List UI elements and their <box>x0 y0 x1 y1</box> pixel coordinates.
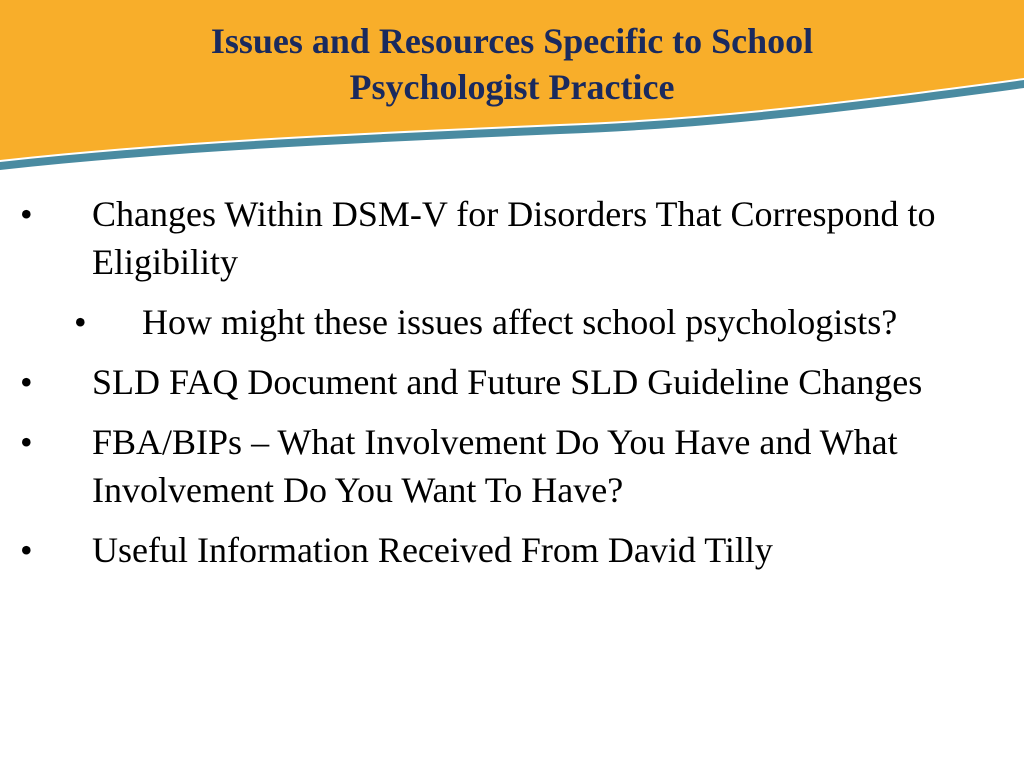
bullet-dot: • <box>20 422 33 462</box>
bullet-item-sld-faq <box>20 358 992 406</box>
bullet-dot: • <box>74 302 87 342</box>
bullet-dot: • <box>20 530 33 570</box>
slide-title-line-1: Issues and Resources Specific to School <box>210 21 814 61</box>
bullet-text: SLD FAQ Document and Future SLD Guideline Changes <box>92 362 923 402</box>
bullet-text: Changes Within DSM-V for Disorders That Correspond to Eligibility <box>92 194 936 282</box>
bullet-list <box>0 190 1024 586</box>
bullet-dot: • <box>20 194 33 234</box>
bullet-item-fba-bips <box>20 418 992 514</box>
bullet-dot: • <box>20 362 33 402</box>
bullet-text: How might these issues affect school psychologists? <box>142 302 898 342</box>
bullet-item-david-tilly <box>20 526 992 574</box>
bullet-item-dsm-v <box>20 190 992 286</box>
slide-title <box>40 18 984 110</box>
bullet-text: Useful Information Received From David Tilly <box>92 530 773 570</box>
bullet-subitem-affect-school-psychologists <box>74 298 982 346</box>
slide-title-line-2: Psychologist Practice <box>349 67 675 107</box>
bullet-text: FBA/BIPs – What Involvement Do You Have and What Involvement Do You Want To Have? <box>92 422 898 510</box>
